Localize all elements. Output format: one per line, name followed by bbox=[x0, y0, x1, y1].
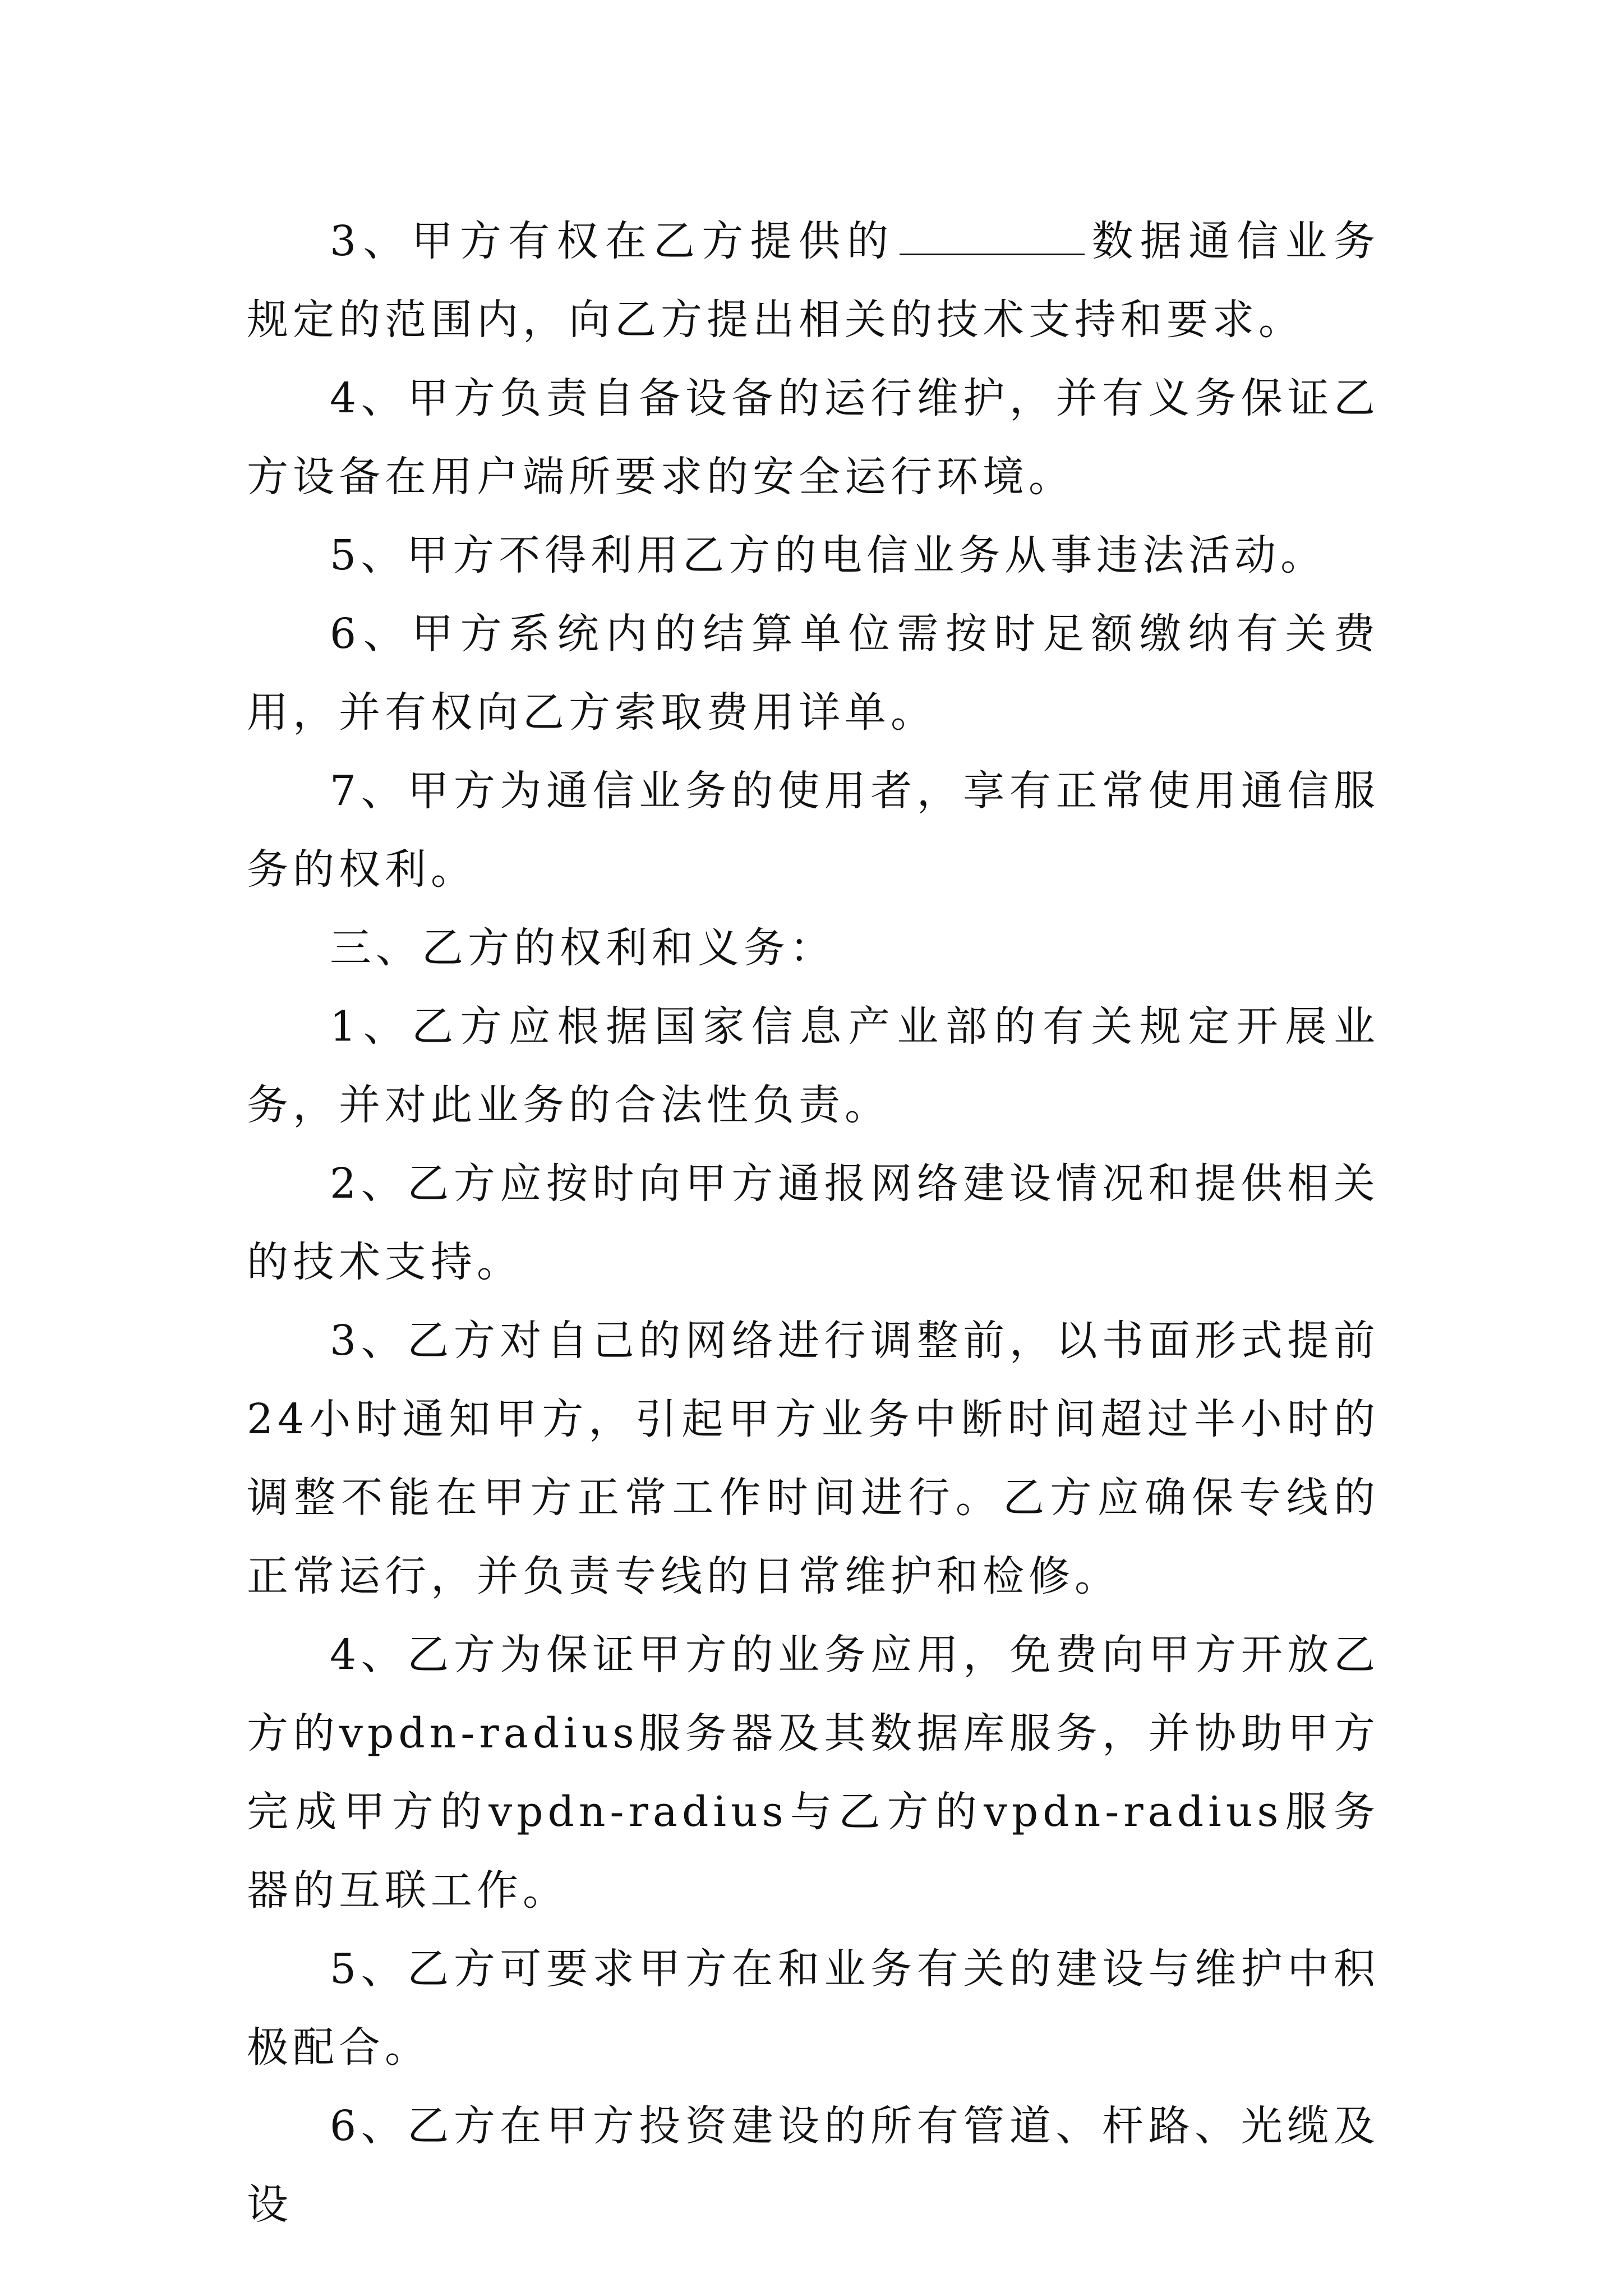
paragraph-2: 4、甲方负责自备设备的运行维护，并有义务保证乙方设备在用户端所要求的安全运行环境。 bbox=[247, 374, 1380, 501]
document-body bbox=[247, 202, 1380, 2244]
paragraph-4: 6、甲方系统内的结算单位需按时足额缴纳有关费用，并有权向乙方索取费用详单。 bbox=[247, 610, 1380, 737]
paragraph-12: 6、乙方在甲方投资建设的所有管道、杆路、光缆及设 bbox=[247, 2102, 1380, 2229]
paragraph-7: 1、乙方应根据国家信息产业部的有关规定开展业务，并对此业务的合法性负责。 bbox=[247, 1002, 1380, 1129]
paragraph-10: 4、乙方为保证甲方的业务应用，免费向甲方开放乙方的vpdn-radius服务器及其数据库服务，并协助甲方完成甲方的vpdn-radius与乙方的vpdn-radius服务器的互联工作。 bbox=[247, 1631, 1380, 1915]
paragraph-1-after: 数据通信业务规定的范围内，向乙方提出相关的技术支持和要求。 bbox=[247, 217, 1380, 344]
paragraph-3: 5、甲方不得利用乙方的电信业务从事违法活动。 bbox=[330, 531, 1327, 579]
fill-in-blank bbox=[900, 251, 1085, 255]
paragraph-8: 2、乙方应按时向甲方通报网络建设情况和提供相关的技术支持。 bbox=[247, 1159, 1380, 1286]
paragraph-1 bbox=[247, 202, 1380, 359]
paragraph-11: 5、乙方可要求甲方在和业务有关的建设与维护中积极配合。 bbox=[247, 1945, 1380, 2072]
paragraph-9: 3、乙方对自己的网络进行调整前，以书面形式提前24小时通知甲方，引起甲方业务中断时间超过半小时的调整不能在甲方正常工作时间进行。乙方应确保专线的正常运行，并负责专线的日常维护和检修。 bbox=[247, 1317, 1380, 1600]
section-heading: 三、乙方的权利和义务： bbox=[330, 924, 836, 972]
paragraph-5: 7、甲方为通信业务的使用者，享有正常使用通信服务的权利。 bbox=[247, 767, 1380, 894]
paragraph-1-before: 3、甲方有权在乙方提供的 bbox=[330, 217, 896, 265]
